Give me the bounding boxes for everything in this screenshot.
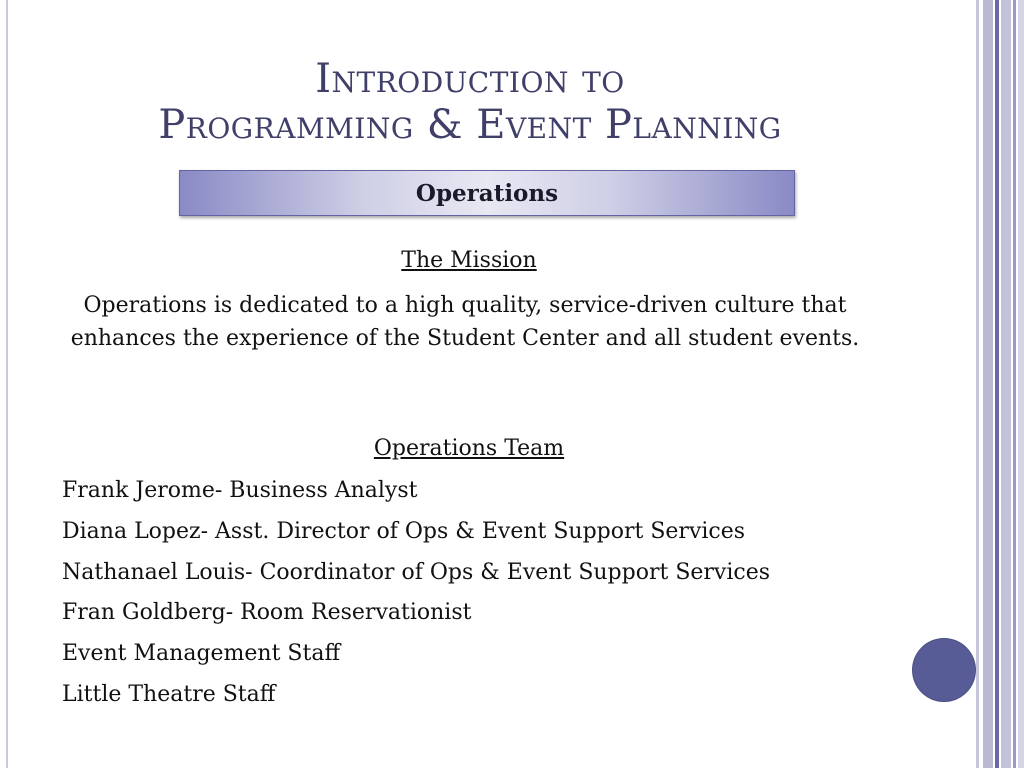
team-member: Fran Goldberg- Room Reservationist bbox=[62, 600, 472, 626]
mission-text: Operations is dedicated to a high quality, service-driven culture that enhances the experience of the Student Center and all student events. bbox=[70, 293, 860, 351]
team-member: Frank Jerome- Business Analyst bbox=[62, 478, 418, 503]
stripe bbox=[1013, 0, 1016, 768]
slide-title-line-1: Introduction to bbox=[315, 56, 625, 102]
team-list bbox=[62, 476, 770, 721]
stripe bbox=[983, 0, 993, 768]
mission-heading: The Mission bbox=[401, 248, 537, 273]
stripe bbox=[976, 0, 979, 768]
team-heading: Operations Team bbox=[373, 436, 565, 461]
team-member: Little Theatre Staff bbox=[62, 681, 276, 707]
stripe bbox=[995, 0, 999, 768]
right-decorative-stripes bbox=[976, 0, 1024, 768]
slide-title bbox=[0, 56, 940, 148]
decorative-circle bbox=[913, 639, 975, 701]
team-member: Diana Lopez- Asst. Director of Ops & Event Support Services bbox=[62, 518, 746, 544]
stripe bbox=[1018, 0, 1024, 768]
stripe bbox=[1001, 0, 1011, 768]
team-member: Event Management Staff bbox=[62, 641, 341, 667]
team-member: Nathanael Louis- Coordinator of Ops & Event Support Services bbox=[62, 559, 771, 585]
section-banner bbox=[179, 170, 795, 216]
section-banner-label: Operations bbox=[415, 179, 559, 207]
slide-title-line-2: Programming & Event Planning bbox=[158, 102, 782, 148]
